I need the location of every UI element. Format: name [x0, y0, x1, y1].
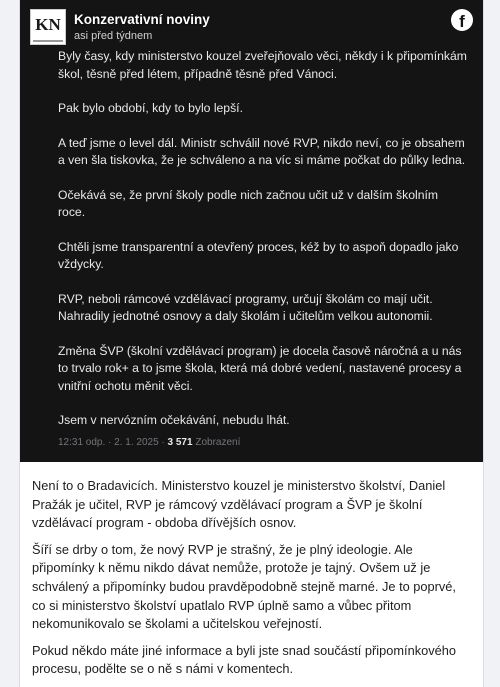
post-paragraph: Pokud někdo máte jiné informace a byli jste snad součástí připomínkového procesu, podělte se o ně s námi v komentech.	[32, 642, 456, 677]
logo-text: KN	[35, 15, 61, 34]
post-paragraph: Šíří se drby o tom, že nový RVP je strašný, že je plný ideologie. Ale připomínky k němu nikdo dávat nemůže, protože je tajný. Ovšem už je schválený a připomínky budou pravděpodobně stejně marné. Je to poprvé, co si ministerstvo školství upatlalo RVP úplně samo a vůbec přitom nekomunikovalo se školami a učitelskou veřejností.	[32, 541, 456, 632]
post-card	[19, 0, 484, 687]
page-avatar[interactable]	[30, 9, 66, 45]
post-header	[30, 9, 473, 45]
tweet-paragraph: A teď jsme o level dál. Ministr schválil nové RVP, nikdo neví, co je obsahem a ven šla tiskovka, že je schváleno a na víc si máme počkat do půlky ledna.	[58, 135, 466, 167]
tweet-paragraph: Změna ŠVP (školní vzdělávací program) je docela časově náročná a u nás to trvalo rok+ a to jsme škola, která má dobré vedení, nastavené procesy a vnitřní ochotu měnit věci.	[58, 343, 462, 393]
tweet-views-count: 3 571	[167, 437, 193, 448]
tweet-text	[58, 48, 468, 447]
tweet-timestamp: 12:31 odp. · 2. 1. 2025 ·	[58, 437, 165, 448]
post-timestamp[interactable]: asi před týdnem	[74, 30, 153, 42]
page-name-link[interactable]: Konzervativní noviny	[74, 12, 210, 27]
post-paragraph: Není to o Bradavicích. Ministerstvo kouzel je ministerstvo školství, Daniel Pražák je učitel, RVP je rámcový vzdělávací program a ŠVP je školní vzdělávací program - obdoba dřívějších osnov.	[32, 478, 446, 531]
facebook-icon: f	[451, 9, 473, 31]
tweet-paragraph: Očekává se, že první školy podle nich začnou učit už v dalším školním roce.	[58, 187, 439, 219]
post-text	[32, 477, 472, 687]
tweet-views-label: Zobrazení	[195, 437, 241, 448]
tweet-meta	[58, 437, 240, 448]
tweet-paragraph: Chtěli jsme transparentní a otevřený proces, kéž by to aspoň dopadlo jako vždycky.	[58, 239, 459, 271]
tweet-paragraph: Pak bylo období, kdy to bylo lepší.	[58, 101, 243, 115]
tweet-paragraph: Byly časy, kdy ministerstvo kouzel zveřejňovalo věci, někdy i k připomínkám škol, těsně před létem, případně těsně před Vánoci.	[58, 49, 467, 81]
tweet-paragraph: RVP, neboli rámcové vzdělávací programy, určují školám co mají učit. Nahradily jednotné osnovy a daly školám i učitelům velkou autonomii.	[58, 291, 433, 323]
tweet-paragraph: Jsem v nervózním očekávání, nebudu lhát.	[58, 413, 290, 427]
post-image[interactable]	[20, 0, 483, 462]
